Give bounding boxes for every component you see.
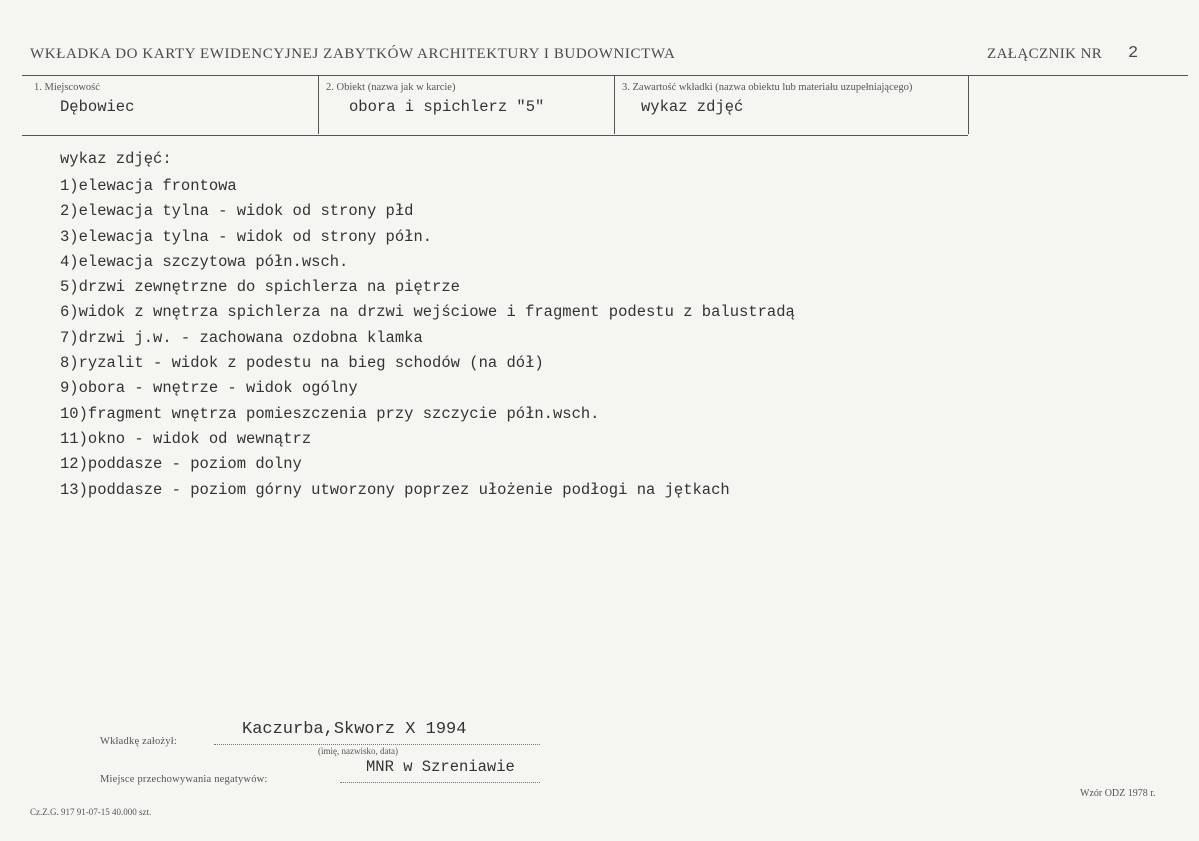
photo-list-title: wykaz zdjęć: bbox=[60, 150, 172, 168]
template-code: Wzór ODZ 1978 r. bbox=[1080, 788, 1156, 799]
negatives-value: MNR w Szreniawie bbox=[366, 758, 515, 776]
header-top-rule bbox=[22, 75, 1188, 76]
created-by-hint: (imię, nazwisko, data) bbox=[318, 746, 398, 756]
list-item: 8)ryzalit - widok z podestu na bieg schodów (na dół) bbox=[60, 354, 544, 373]
list-item: 9)obora - wnętrze - widok ogólny bbox=[60, 379, 358, 398]
field-divider-1 bbox=[318, 76, 319, 134]
object-value: obora i spichlerz "5" bbox=[349, 98, 545, 116]
negatives-line bbox=[340, 782, 540, 783]
attachment-label: ZAŁĄCZNIK NR bbox=[987, 46, 1103, 62]
field-divider-3 bbox=[968, 76, 969, 134]
created-by-line bbox=[214, 744, 540, 745]
list-item: 7)drzwi j.w. - zachowana ozdobna klamka bbox=[60, 328, 423, 347]
list-item: 11)okno - widok od wewnątrz bbox=[60, 429, 312, 448]
photo-list bbox=[60, 174, 795, 503]
print-code: Cz.Z.G. 917 91-07-15 40.000 szt. bbox=[30, 807, 152, 817]
document-title: WKŁADKA DO KARTY EWIDENCYJNEJ ZABYTKÓW ARCHITEKTURY I BUDOWNICTWA bbox=[30, 46, 676, 62]
contents-label: 3. Zawartość wkładki (nazwa obiektu lub materiału uzupełniającego) bbox=[622, 82, 913, 93]
contents-value: wykaz zdjęć bbox=[641, 98, 744, 116]
created-by-label: Wkładkę założył: bbox=[100, 736, 177, 747]
field-divider-2 bbox=[614, 76, 615, 134]
list-item: 2)elewacja tylna - widok od strony płd bbox=[60, 202, 414, 221]
object-label: 2. Obiekt (nazwa jak w karcie) bbox=[326, 82, 456, 93]
list-item: 10)fragment wnętrza pomieszczenia przy szczycie półn.wsch. bbox=[60, 404, 600, 423]
header-bottom-rule bbox=[22, 135, 968, 136]
list-item: 4)elewacja szczytowa półn.wsch. bbox=[60, 252, 349, 271]
location-label: 1. Miejscowość bbox=[34, 82, 100, 93]
created-by-value: Kaczurba,Skworz X 1994 bbox=[242, 720, 467, 739]
location-value: Dębowiec bbox=[60, 98, 135, 116]
list-item: 13)poddasze - poziom górny utworzony poprzez ułożenie podłogi na jętkach bbox=[60, 480, 730, 499]
attachment-number: 2 bbox=[1128, 44, 1139, 63]
list-item: 12)poddasze - poziom dolny bbox=[60, 455, 302, 474]
negatives-label: Miejsce przechowywania negatywów: bbox=[100, 774, 268, 785]
list-item: 3)elewacja tylna - widok od strony półn. bbox=[60, 227, 433, 246]
list-item: 5)drzwi zewnętrzne do spichlerza na piętrze bbox=[60, 278, 460, 297]
list-item: 6)widok z wnętrza spichlerza na drzwi wejściowe i fragment podestu z balustradą bbox=[60, 303, 795, 322]
list-item: 1)elewacja frontowa bbox=[60, 177, 237, 195]
